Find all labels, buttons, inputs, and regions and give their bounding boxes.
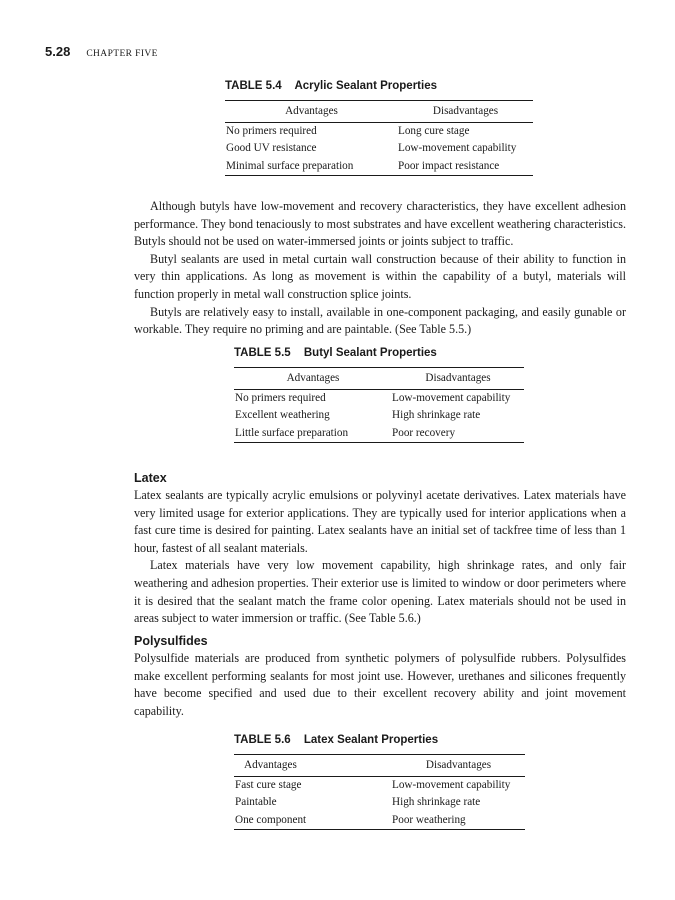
table-title: Latex Sealant Properties xyxy=(303,734,439,746)
table-row xyxy=(225,140,533,158)
column-header-advantages: Advantages xyxy=(225,101,398,123)
table-5-6 xyxy=(234,734,525,830)
advantage-cell: Paintable xyxy=(235,796,277,808)
disadvantage-cell: Poor impact resistance xyxy=(398,158,533,176)
column-header-disadvantages: Disadvantages xyxy=(392,755,525,777)
chapter-label: CHAPTER FIVE xyxy=(86,49,158,59)
advantage-cell: No primers required xyxy=(235,391,326,404)
table-row xyxy=(225,122,533,140)
polysulfides-section xyxy=(134,632,626,720)
disadvantage-cell: Low-movement capability xyxy=(392,778,511,791)
table-5-4 xyxy=(225,80,533,176)
table-number: TABLE 5.6 xyxy=(234,734,291,746)
table-caption xyxy=(225,80,533,92)
column-header-advantages: Advantages xyxy=(234,755,392,777)
butyl-properties-table xyxy=(234,367,524,443)
section-heading-polysulfides: Polysulfides xyxy=(134,634,208,648)
running-head xyxy=(45,44,158,59)
table-caption xyxy=(234,347,524,359)
table-number: TABLE 5.4 xyxy=(225,80,282,92)
disadvantage-cell: High shrinkage rate xyxy=(392,409,481,421)
table-caption xyxy=(234,734,525,746)
butyl-text-block xyxy=(134,198,626,339)
advantage-cell: Minimal surface preparation xyxy=(225,158,398,176)
table-row xyxy=(234,794,525,812)
paragraph: Butyls are relatively easy to install, available in one-component packaging, and easily gunable or workable. They require no priming and are paintable. (See Table 5.5.) xyxy=(134,304,626,337)
disadvantage-cell: Poor weathering xyxy=(392,812,525,830)
latex-section xyxy=(134,469,626,628)
column-header-disadvantages: Disadvantages xyxy=(392,368,524,390)
advantage-cell: Good UV resistance xyxy=(226,142,317,154)
paragraph: Although butyls have low-movement and recovery characteristics, they have excellent adhesion performance. They bond tenaciously to most substrates and have excellent weathering characteristics. Butyls should not be used on water-immersed joints or joints subject to traffic. xyxy=(134,199,626,249)
advantage-cell: Excellent weathering xyxy=(235,409,330,421)
acrylic-properties-table xyxy=(225,100,533,176)
table-title: Acrylic Sealant Properties xyxy=(294,80,437,92)
page-number: 5.28 xyxy=(45,44,71,59)
column-header-disadvantages: Disadvantages xyxy=(398,101,533,123)
table-row xyxy=(234,776,525,794)
table-row xyxy=(234,389,524,407)
table-row xyxy=(234,425,524,443)
disadvantage-cell: High shrinkage rate xyxy=(392,796,481,808)
advantage-cell: Fast cure stage xyxy=(235,778,302,791)
section-heading-latex: Latex xyxy=(134,471,167,485)
table-row xyxy=(234,812,525,830)
advantage-cell: No primers required xyxy=(226,124,317,137)
disadvantage-cell: Poor recovery xyxy=(392,425,524,443)
disadvantage-cell: Long cure stage xyxy=(398,124,470,137)
table-row xyxy=(225,158,533,176)
paragraph: Butyl sealants are used in metal curtain wall construction because of their ability to function in very thin applications. As long as movement is within the capability of a butyl, materials will function properly in metal wall construction splice joints. xyxy=(134,251,626,301)
latex-properties-table xyxy=(234,754,525,830)
paragraph: Polysulfide materials are produced from synthetic polymers of polysulfide rubbers. Polysulfides make excellent performing sealants for most joint use. However, urethanes and silicones frequently have become specified and used due to their excellent recovery ability and joint movement capability. xyxy=(134,651,626,718)
table-row xyxy=(234,407,524,425)
paragraph: Latex materials have very low movement capability, high shrinkage rates, and only fair weathering and adhesion properties. Their exterior use is limited to window or door perimeters where it is desired that the sealant match the frame color opening. Latex materials should not be used in areas subject to water immersion or traffic. (See Table 5.6.) xyxy=(134,558,626,626)
table-title: Butyl Sealant Properties xyxy=(303,347,437,359)
table-5-5 xyxy=(234,347,524,443)
table-number: TABLE 5.5 xyxy=(234,347,291,359)
paragraph: Latex sealants are typically acrylic emulsions or polyvinyl acetate derivatives. Latex materials have very limited usage for exterior applications. They are typically used for interior applications when a fast cure time is desired for painting. Latex sealants have an initial set of tackfree time of less than 1 hour, fastest of all sealant materials. xyxy=(134,488,626,555)
column-header-advantages: Advantages xyxy=(234,368,392,390)
disadvantage-cell: Low-movement capability xyxy=(398,142,517,154)
disadvantage-cell: Low-movement capability xyxy=(392,391,511,404)
advantage-cell: One component xyxy=(234,812,392,830)
advantage-cell: Little surface preparation xyxy=(234,425,392,443)
